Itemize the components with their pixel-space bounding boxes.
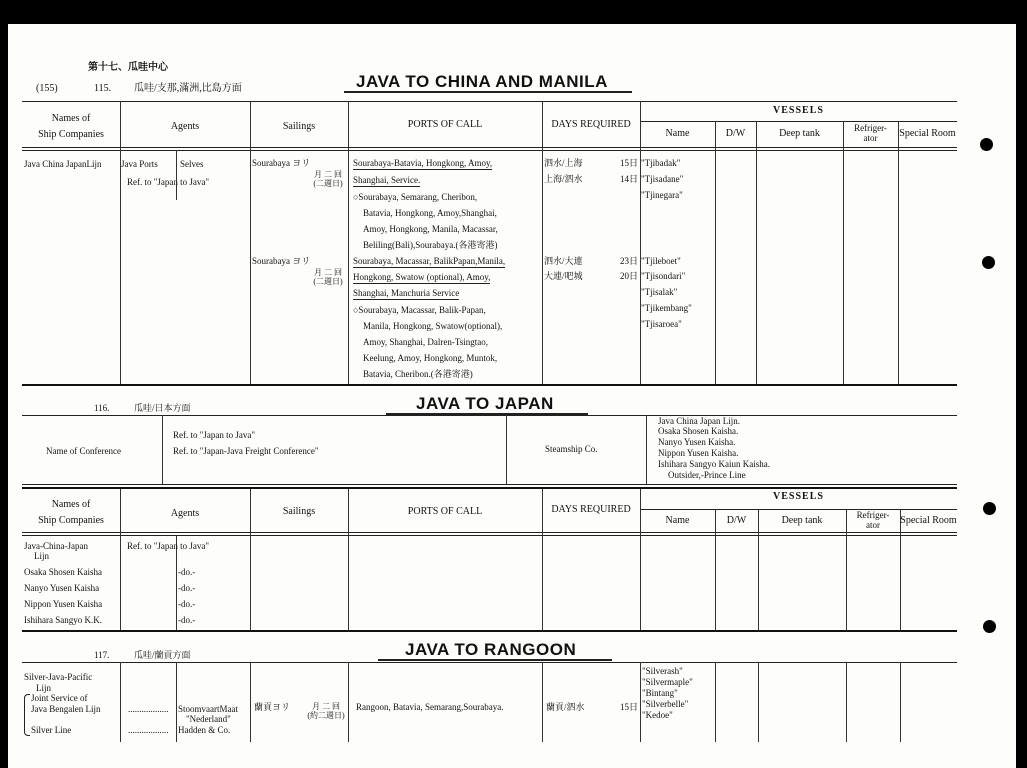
section-title: JAVA TO RANGOON [405,640,577,659]
col-vessel-refrig1: Refriger- [854,123,887,133]
col-vessel-name: Name [665,515,690,526]
col-vessel-deeptank: Deep tank [781,515,823,526]
company-name: Java China JapanLijn [24,159,102,169]
col-vessel-refrig1: Refriger- [856,510,890,520]
col-sailings: Sailings [282,121,316,132]
col-vessel-name: Name [665,128,690,139]
col-names-line1: Names of [51,113,91,124]
days-route: 泗水/上海 [544,158,583,168]
punch-hole [983,502,996,515]
agent-dots: .................. [128,704,169,714]
punch-hole [983,620,996,633]
agent-port: Java Ports [121,159,158,169]
vessel-name: "Tjibadak" [641,158,681,168]
port-line: Batavia, Cheribon.(各港寄港) [363,369,473,379]
col-days: DAYS REQUIRED [551,504,631,515]
steamship-label: Steamship Co. [545,444,598,454]
port-line: Shanghai, Manchuria Service [353,288,460,298]
agent-name: "Nederland" [186,714,231,724]
vessel-name: "Silvermaple" [642,677,693,687]
vessel-name: "Tjileboet" [641,256,681,266]
punch-hole [980,138,993,151]
col-vessel-dw: D/W [726,515,747,526]
col-names-line2: Ship Companies [38,129,104,140]
col-ports: PORTS OF CALL [407,506,483,517]
punch-hole [982,256,995,269]
col-vessel-deeptank: Deep tank [779,128,820,139]
agent-selves: Selves [180,159,204,169]
port-line: Keelung, Amoy, Hongkong, Muntok, [363,353,498,363]
steamship-item: Outsider,-Prince Line [668,470,746,480]
company-name: Silver Line [31,725,72,735]
section-subtitle: 瓜哇/支那,滿洲,比島方面 [134,83,242,94]
col-names-line1: Names of [51,499,91,510]
section-title: JAVA TO CHINA AND MANILA [356,72,608,91]
sailing-freq: (二週日) [313,277,343,286]
vessel-name: "Tjikembang" [641,303,692,313]
agent-name: StoomvaartMaat [178,704,238,714]
chapter-heading: 第十七、瓜哇中心 [88,62,168,73]
days-route: 大連/吧城 [544,271,583,281]
steamship-item: Java China Japan Lijn. [658,416,740,426]
agent-ref: Ref. to "Japan to Java" [127,541,210,551]
agent-ditto: -do.- [178,615,196,625]
port-line: Sourabaya-Batavia, Hongkong, Amoy, [353,158,493,168]
sailing-freq: 月 二 回 [314,268,342,277]
page-number: (155) [36,83,58,94]
vessel-name: "Tjisondari" [641,271,686,281]
company-name: Java Bengalen Lijn [31,704,101,714]
vessel-name: "Silverash" [642,666,683,676]
port-line: Batavia, Hongkong, Amoy,Shanghai, [363,208,497,218]
port-line: Sourabaya, Macassar, BalikPapan,Manila, [353,256,506,266]
section-subtitle: 瓜哇/蘭貢方面 [134,650,191,660]
section-number: 117. [94,650,110,660]
brace [24,694,30,736]
vessel-name: "Tjisadane" [641,174,684,184]
section-number: 115. [94,83,112,94]
steamship-item: Nanyo Yusen Kaisha. [658,437,736,447]
sailing-freq: (二週日) [313,179,343,188]
steamship-item: Nippon Yusen Kaisha. [658,448,739,458]
col-vessels: VESSELS [773,491,824,502]
days-value: 15日 [619,158,638,168]
section-subtitle: 瓜哇/日本方面 [134,403,191,413]
vessel-name: "Tjinegara" [641,190,683,200]
days-route: 上海/泗水 [544,174,583,184]
conference-ref: Ref. to "Japan to Java" [173,430,256,440]
sailing-from: 蘭貢ヨリ [254,702,291,712]
days-value: 23日 [619,256,638,266]
company-name: Nippon Yusen Kaisha [24,599,103,609]
company-name: Nanyo Yusen Kaisha [24,583,100,593]
company-name: Lijn [36,683,51,693]
port-line: Manila, Hongkong, Swatow(optional), [363,321,503,331]
section-title: JAVA TO JAPAN [416,394,554,413]
days-value: 20日 [619,271,638,281]
days-route: 泗水/大連 [544,256,583,266]
col-agents: Agents [170,508,200,519]
col-vessel-special: Special Room [900,515,957,526]
company-name: Silver-Java-Pacific [24,672,93,682]
section-number: 116. [94,403,110,413]
col-vessel-refrig2: ator [863,133,878,143]
sailing-freq: 月 二 回 [314,170,342,179]
agent-ditto: -do.- [178,583,196,593]
vessel-name: "Tjisaroea" [641,319,682,329]
agent-ref: Ref. to "Japan to Java" [127,177,210,187]
port-line: Amoy, Shanghai, Dalren-Tsingtao, [363,337,489,347]
company-name: Java-China-Japan [24,541,88,551]
vessel-name: "Kedoe" [642,710,673,720]
agent-ditto: -do.- [178,567,196,577]
port-line: ○Sourabaya, Macassar, Balik-Papan, [353,305,486,315]
sailing-freq: 月 二 回 [312,702,340,711]
company-name: Joint Service of [31,693,88,703]
agent-ditto: -do.- [178,599,196,609]
port-line: Beliling(Bali),Sourabaya.(各港寄港) [363,240,498,250]
col-vessel-refrig2: ator [866,520,880,530]
steamship-item: Ishihara Sangyo Kaiun Kaisha. [658,459,770,469]
agent-name: Hadden & Co. [178,725,231,735]
col-sailings: Sailings [282,506,316,517]
port-line: Hongkong, Swatow (optional), Amoy, [353,272,491,282]
col-ports: PORTS OF CALL [407,119,483,130]
port-line: ○Sourabaya, Semarang, Cheribon, [353,192,478,202]
agent-dots: .................. [128,725,169,735]
col-vessels: VESSELS [773,105,824,116]
port-line: Amoy, Hongkong, Manila, Macassar, [363,224,498,234]
conference-label: Name of Conference [46,446,121,456]
company-name: Osaka Shosen Kaisha [24,567,102,577]
col-agents: Agents [170,121,200,132]
sailing-from: Sourabaya ヨリ [252,158,311,168]
col-days: DAYS REQUIRED [551,119,631,130]
sailing-freq: (約二週日) [307,711,345,720]
vessel-name: "Tjisalak" [641,287,678,297]
days-value: 15日 [619,702,638,712]
vessel-name: "Bintang" [642,688,678,698]
port-line: Rangoon, Batavia, Semarang,Sourabaya. [356,702,504,712]
col-vessel-special: Special Room [899,128,956,139]
col-names-line2: Ship Companies [38,515,104,526]
days-value: 14日 [619,174,638,184]
conference-ref: Ref. to "Japan-Java Freight Conference" [173,446,319,456]
company-name: Ishihara Sangyo K.K. [24,615,102,625]
sailing-from: Sourabaya ヨリ [252,256,311,266]
col-vessel-dw: D/W [725,128,746,139]
vessel-name: "Silverbelle" [642,699,689,709]
steamship-item: Osaka Shosen Kaisha. [658,426,739,436]
days-route: 蘭貢/泗水 [546,702,585,712]
port-line: Shanghai, Service. [353,175,421,185]
company-name: Lijn [34,551,49,561]
